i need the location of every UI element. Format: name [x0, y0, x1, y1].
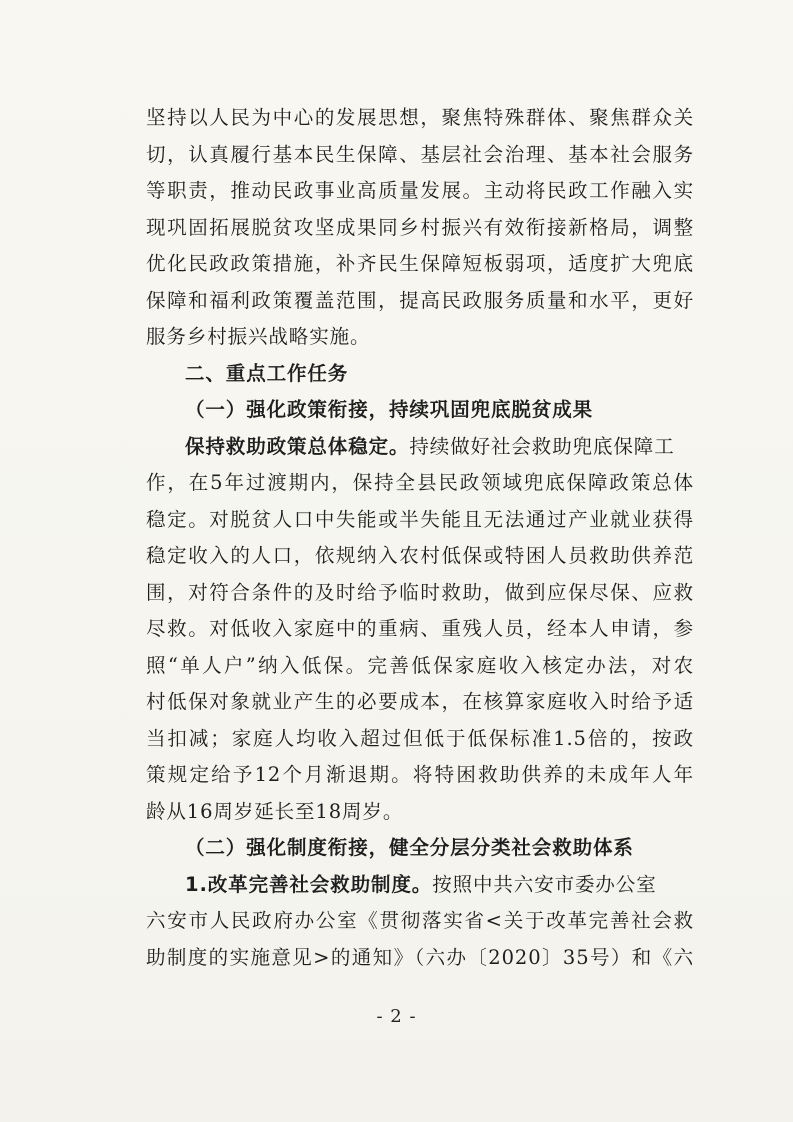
text-line: 围，对符合条件的及时给予临时救助，做到应保尽保、应救 — [146, 580, 694, 604]
text-line: 保障和福利政策覆盖范围，提高民政服务质量和水平，更好 — [146, 288, 694, 312]
text-line: 当扣减；家庭人均收入超过但低于低保标准1.5倍的，按政 — [146, 726, 694, 750]
subsection-heading: （二）强化制度衔接，健全分层分类社会救助体系 — [185, 836, 634, 859]
text-line: 服务乡村振兴战略实施。 — [146, 325, 371, 348]
text-line: 助制度的实施意见>的通知》（六办〔2020〕35号）和《六 — [146, 945, 694, 969]
text-line — [146, 429, 694, 466]
text-line: 尽救。对低收入家庭中的重病、重残人员，经本人申请，参 — [146, 617, 694, 640]
text-line: 优化民政政策措施，补齐民生保障短板弱项，适度扩大兜底 — [146, 252, 694, 275]
text-line: 切，认真履行基本民生保障、基层社会治理、基本社会服务 — [146, 142, 694, 166]
text-line: 策规定给予12个月渐退期。将特困救助供养的未成年人年 — [146, 763, 694, 786]
lead-sentence-rest: 按照中共六安市委办公室 — [432, 872, 657, 896]
text-line: 坚持以人民为中心的发展思想，聚焦特殊群体、聚焦群众关 — [146, 106, 694, 129]
subsection-heading: （一）强化政策衔接，持续巩固兜底脱贫成果 — [185, 398, 594, 421]
text-line — [146, 867, 694, 904]
text-line: 村低保对象就业产生的必要成本，在核算家庭收入时给予适 — [146, 690, 694, 713]
page-number: - 2 - — [376, 1006, 417, 1027]
text-line: 六安市人民政府办公室《贯彻落实省<关于改革完善社会救 — [146, 909, 694, 932]
text-line: 稳定收入的人口，依规纳入农村低保或特困人员救助供养范 — [146, 544, 694, 567]
paragraph-intro — [146, 100, 694, 356]
lead-sentence-rest: 持续做好社会救助兜底保障工 — [409, 434, 675, 458]
text-line: 龄从16周岁延长至18周岁。 — [146, 799, 404, 823]
text-line: 等职责，推动民政事业高质量发展。主动将民政工作融入实 — [146, 179, 694, 202]
text-line: 照“单人户”纳入低保。完善低保家庭收入核定办法，对农 — [146, 653, 694, 677]
lead-sentence-bold: 1.改革完善社会救助制度。 — [185, 872, 433, 896]
paragraph-reform-assistance — [146, 867, 694, 977]
paragraph-policy-stability — [146, 429, 694, 831]
text-line: 现巩固拓展脱贫攻坚成果同乡村振兴有效衔接新格局，调整 — [146, 215, 694, 239]
text-column — [146, 100, 694, 976]
lead-sentence-bold: 保持救助政策总体稳定。 — [185, 434, 410, 458]
text-line: 作，在5年过渡期内，保持全县民政领域兜底保障政策总体 — [146, 471, 694, 494]
section-heading: 二、重点工作任务 — [185, 361, 349, 385]
text-line: 稳定。对脱贫人口中失能或半失能且无法通过产业就业获得 — [146, 507, 694, 531]
